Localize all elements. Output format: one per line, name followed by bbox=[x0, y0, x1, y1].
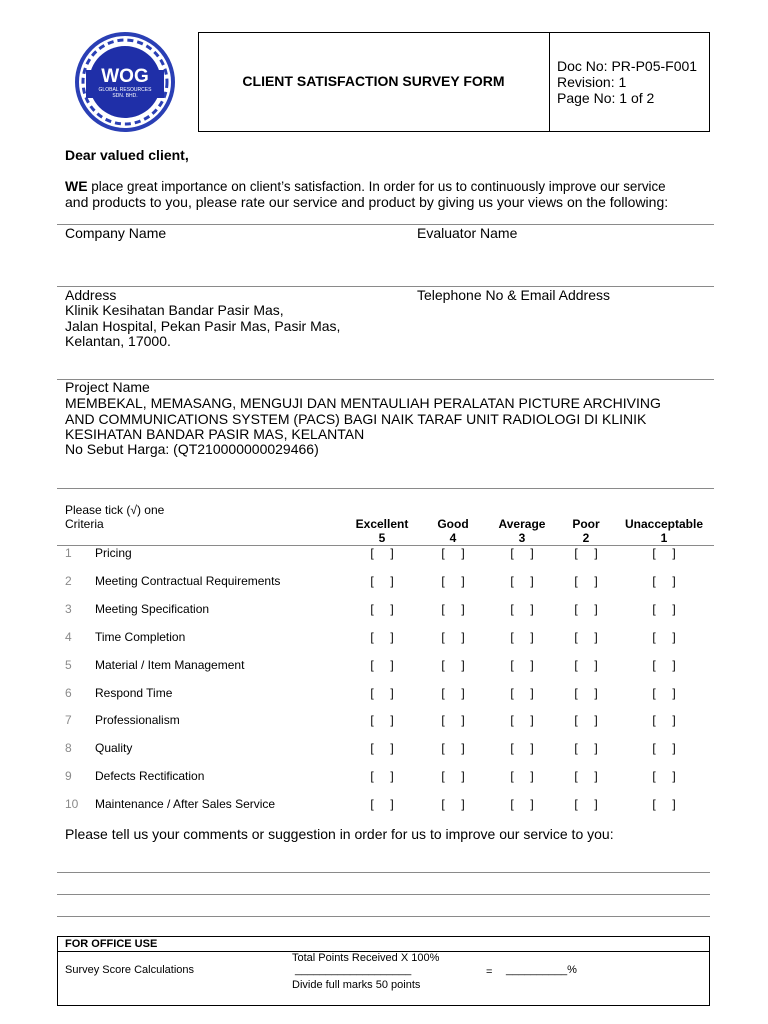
address-line: Kelantan, 17000. bbox=[65, 333, 171, 349]
form-title: CLIENT SATISFACTION SURVEY FORM bbox=[242, 73, 505, 89]
telephone-email-label: Telephone No & Email Address bbox=[417, 287, 610, 303]
evaluator-name-label: Evaluator Name bbox=[417, 225, 518, 241]
checkbox-good[interactable]: [ ] bbox=[441, 629, 465, 644]
column-unacceptable: Unacceptable 1 bbox=[624, 517, 704, 545]
company-logo bbox=[72, 32, 178, 132]
criteria-label: Material / Item Management bbox=[95, 657, 245, 672]
checkbox-excellent[interactable]: [ ] bbox=[370, 657, 394, 672]
svg-text:GLOBAL RESOURCES: GLOBAL RESOURCES bbox=[98, 87, 152, 93]
checkbox-poor[interactable]: [ ] bbox=[574, 741, 598, 756]
intro-line-2: and products to you, please rate our service and product by giving us your views on the following: bbox=[65, 194, 669, 210]
checkbox-good[interactable]: [ ] bbox=[441, 601, 465, 616]
checkbox-poor[interactable]: [ ] bbox=[574, 769, 598, 784]
criteria-label: Quality bbox=[95, 741, 133, 756]
checkbox-unacceptable[interactable]: [ ] bbox=[652, 573, 676, 588]
checkbox-good[interactable]: [ ] bbox=[441, 713, 465, 728]
checkbox-average[interactable]: [ ] bbox=[510, 797, 534, 812]
office-use-title: FOR OFFICE USE bbox=[65, 938, 158, 950]
checkbox-average[interactable]: [ ] bbox=[510, 741, 534, 756]
total-points-label: Total Points Received X 100% bbox=[292, 952, 440, 964]
header-divider bbox=[549, 32, 550, 132]
checkbox-unacceptable[interactable]: [ ] bbox=[652, 546, 676, 560]
score-calculation-label: Survey Score Calculations bbox=[65, 964, 195, 976]
checkbox-unacceptable[interactable]: [ ] bbox=[652, 769, 676, 784]
checkbox-poor[interactable]: [ ] bbox=[574, 546, 598, 560]
project-line: KESIHATAN BANDAR PASIR MAS, KELANTAN bbox=[65, 426, 365, 442]
criteria-label: Professionalism bbox=[95, 713, 180, 728]
comment-line[interactable] bbox=[57, 872, 710, 873]
checkbox-average[interactable]: [ ] bbox=[510, 573, 534, 588]
criteria-label: Pricing bbox=[95, 546, 132, 560]
checkbox-good[interactable]: [ ] bbox=[441, 573, 465, 588]
doc-number: Doc No: PR-P05-F001 bbox=[557, 58, 698, 74]
logo-text: WOG bbox=[101, 66, 149, 87]
column-excellent: Excellent 5 bbox=[355, 517, 409, 545]
score-result-field[interactable]: __________% bbox=[506, 964, 577, 976]
checkbox-unacceptable[interactable]: [ ] bbox=[652, 685, 676, 700]
project-line: MEMBEKAL, MEMASANG, MENGUJI DAN MENTAULIAH PERALATAN PICTURE ARCHIVING bbox=[65, 395, 661, 411]
row-number: 5 bbox=[65, 657, 72, 672]
divider bbox=[57, 379, 714, 380]
criteria-label: Time Completion bbox=[95, 629, 186, 644]
divider bbox=[57, 286, 714, 287]
checkbox-excellent[interactable]: [ ] bbox=[370, 573, 394, 588]
checkbox-poor[interactable]: [ ] bbox=[574, 797, 598, 812]
fraction-line: ___________________ bbox=[295, 964, 412, 976]
checkbox-average[interactable]: [ ] bbox=[510, 713, 534, 728]
checkbox-excellent[interactable]: [ ] bbox=[370, 546, 394, 560]
page-number: Page No: 1 of 2 bbox=[557, 90, 655, 106]
checkbox-good[interactable]: [ ] bbox=[441, 769, 465, 784]
document-info bbox=[557, 58, 697, 106]
checkbox-average[interactable]: [ ] bbox=[510, 601, 534, 616]
checkbox-average[interactable]: [ ] bbox=[510, 685, 534, 700]
checkbox-excellent[interactable]: [ ] bbox=[370, 769, 394, 784]
checkbox-unacceptable[interactable]: [ ] bbox=[652, 629, 676, 644]
intro-we: WE bbox=[65, 178, 88, 194]
checkbox-poor[interactable]: [ ] bbox=[574, 629, 598, 644]
row-number: 10 bbox=[65, 797, 79, 812]
checkbox-excellent[interactable]: [ ] bbox=[370, 741, 394, 756]
revision: Revision: 1 bbox=[557, 74, 627, 90]
criteria-label: Respond Time bbox=[95, 685, 173, 700]
checkbox-poor[interactable]: [ ] bbox=[574, 657, 598, 672]
checkbox-unacceptable[interactable]: [ ] bbox=[652, 713, 676, 728]
tick-instruction: Please tick (√) one bbox=[65, 503, 165, 517]
row-number: 9 bbox=[65, 769, 72, 784]
row-number: 2 bbox=[65, 573, 72, 588]
greeting: Dear valued client, bbox=[65, 147, 189, 163]
criteria-label: Maintenance / After Sales Service bbox=[95, 797, 276, 812]
checkbox-excellent[interactable]: [ ] bbox=[370, 629, 394, 644]
row-number: 8 bbox=[65, 741, 72, 756]
checkbox-unacceptable[interactable]: [ ] bbox=[652, 797, 676, 812]
checkbox-poor[interactable]: [ ] bbox=[574, 573, 598, 588]
criteria-label: Meeting Contractual Requirements bbox=[95, 573, 281, 588]
comment-line[interactable] bbox=[57, 894, 710, 895]
checkbox-average[interactable]: [ ] bbox=[510, 546, 534, 560]
intro-line-1: WE place great importance on client’s satisfaction. In order for us to continuously improve our service bbox=[65, 178, 666, 194]
row-number: 7 bbox=[65, 713, 72, 728]
address-label: Address bbox=[65, 287, 117, 303]
criteria-label: Defects Rectification bbox=[95, 769, 205, 784]
full-marks-label: Divide full marks 50 points bbox=[292, 979, 421, 991]
checkbox-good[interactable]: [ ] bbox=[441, 685, 465, 700]
checkbox-good[interactable]: [ ] bbox=[441, 546, 465, 560]
checkbox-average[interactable]: [ ] bbox=[510, 769, 534, 784]
checkbox-excellent[interactable]: [ ] bbox=[370, 685, 394, 700]
row-number: 4 bbox=[65, 629, 72, 644]
checkbox-poor[interactable]: [ ] bbox=[574, 601, 598, 616]
checkbox-unacceptable[interactable]: [ ] bbox=[652, 741, 676, 756]
checkbox-poor[interactable]: [ ] bbox=[574, 685, 598, 700]
checkbox-excellent[interactable]: [ ] bbox=[370, 713, 394, 728]
checkbox-good[interactable]: [ ] bbox=[441, 657, 465, 672]
row-number: 6 bbox=[65, 685, 72, 700]
svg-text:SDN. BHD.: SDN. BHD. bbox=[112, 93, 138, 99]
column-poor: Poor 2 bbox=[572, 517, 600, 545]
row-number: 3 bbox=[65, 601, 72, 616]
checkbox-unacceptable[interactable]: [ ] bbox=[652, 657, 676, 672]
criteria-label: Meeting Specification bbox=[95, 601, 210, 616]
criteria-label: Criteria bbox=[65, 517, 104, 531]
row-number: 1 bbox=[65, 546, 72, 560]
comment-line[interactable] bbox=[57, 916, 710, 917]
comments-prompt: Please tell us your comments or suggestion in order for us to improve our service to you: bbox=[65, 826, 614, 842]
checkbox-excellent[interactable]: [ ] bbox=[370, 601, 394, 616]
project-name-label: Project Name bbox=[65, 379, 150, 395]
checkbox-good[interactable]: [ ] bbox=[441, 741, 465, 756]
checkbox-average[interactable]: [ ] bbox=[510, 629, 534, 644]
divider bbox=[57, 488, 714, 489]
checkbox-good[interactable]: [ ] bbox=[441, 797, 465, 812]
checkbox-average[interactable]: [ ] bbox=[510, 657, 534, 672]
company-name-label: Company Name bbox=[65, 225, 167, 241]
quotation-number: No Sebut Harga: (QT210000000029466) bbox=[65, 441, 319, 457]
equals-sign: = bbox=[486, 966, 493, 978]
checkbox-excellent[interactable]: [ ] bbox=[370, 797, 394, 812]
address-line: Klinik Kesihatan Bandar Pasir Mas, bbox=[65, 302, 284, 318]
column-average: Average 3 bbox=[498, 517, 546, 545]
column-good: Good 4 bbox=[437, 517, 469, 545]
checkbox-unacceptable[interactable]: [ ] bbox=[652, 601, 676, 616]
project-line: AND COMMUNICATIONS SYSTEM (PACS) BAGI NAIK TARAF UNIT RADIOLOGI DI KLINIK bbox=[65, 411, 647, 427]
checkbox-poor[interactable]: [ ] bbox=[574, 713, 598, 728]
address-line: Jalan Hospital, Pekan Pasir Mas, Pasir Mas, bbox=[65, 318, 341, 334]
